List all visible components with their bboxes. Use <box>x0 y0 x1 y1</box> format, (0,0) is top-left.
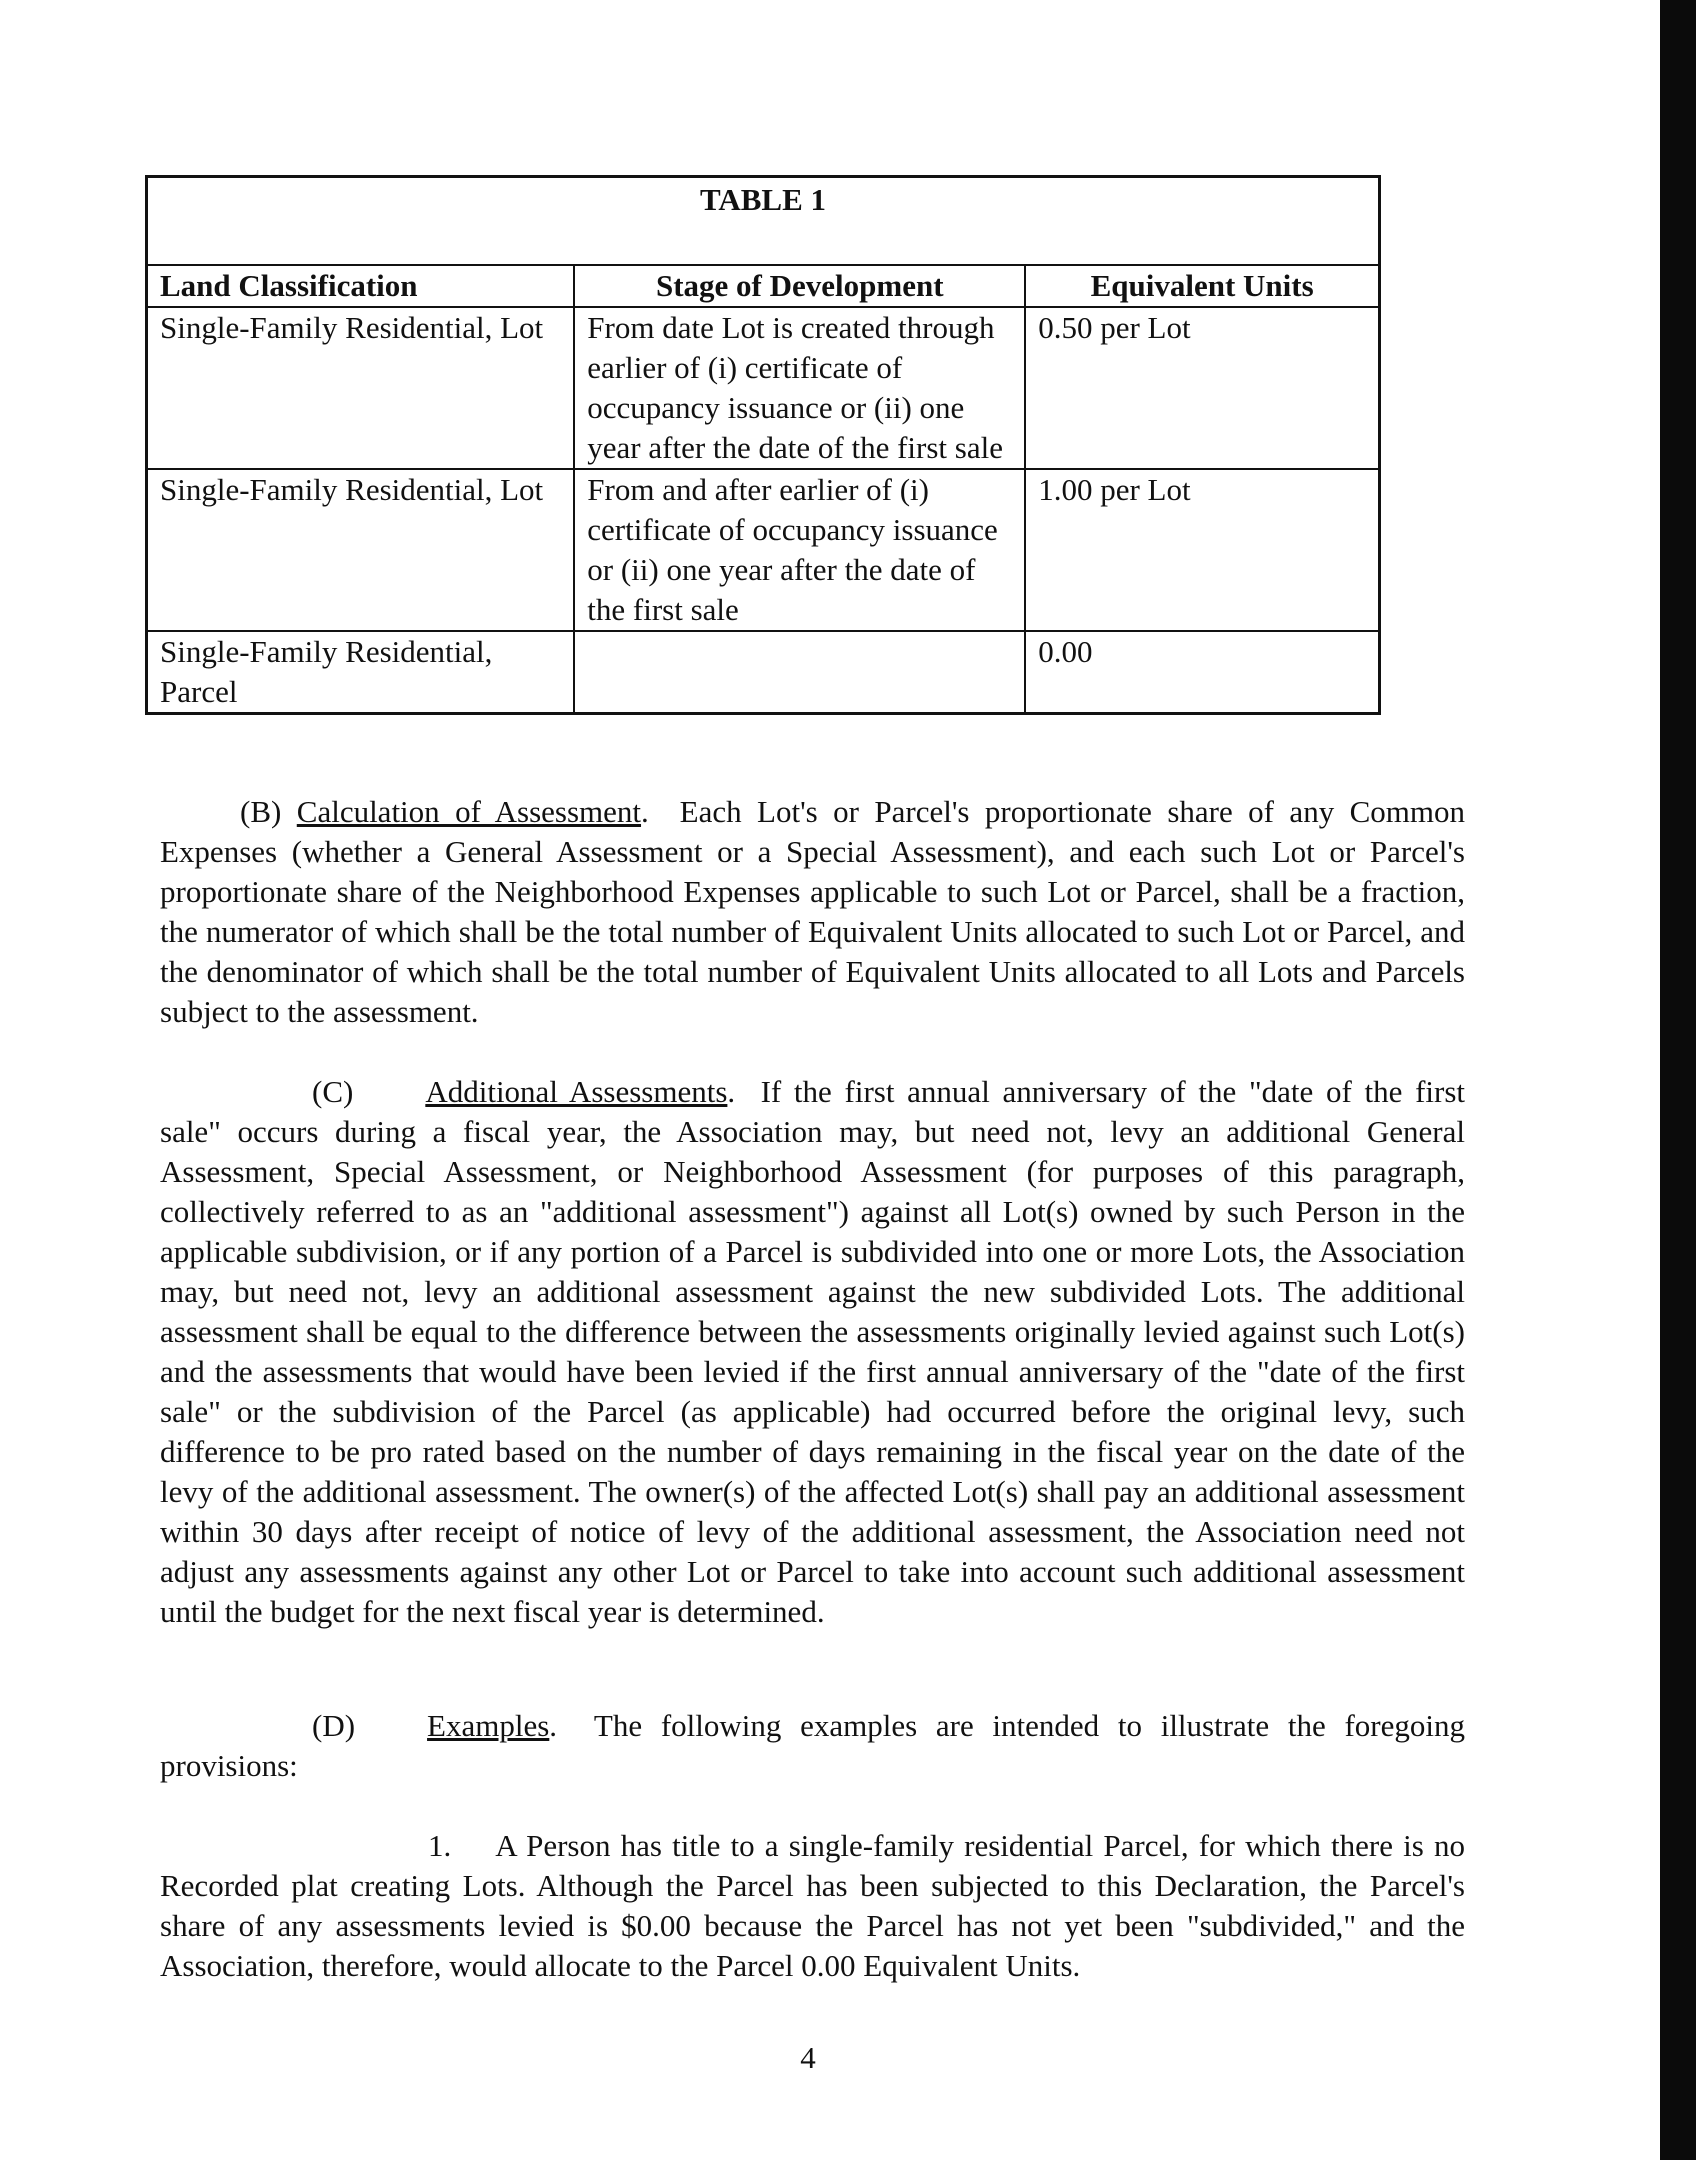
example-1-paragraph <box>160 1826 1465 1986</box>
table-title: TABLE 1 <box>147 177 1380 266</box>
example-1-body: A Person has title to a single-family residential Parcel, for which there is no Recorded plat creating Lots. Although the Parcel has been subjected to this Declaration, the Parcel's share of any assessments levied is $0.00 because the Parcel has not yet been "subdivided," and the Association, therefore, would allocate to the Parcel 0.00 Equivalent Units. <box>160 1828 1465 1983</box>
equivalent-units-table <box>145 175 1381 715</box>
section-c-body: If the first annual anniversary of the "date of the first sale" occurs during a fiscal year, the Association may, but need not, levy an additional General Assessment, Special Assessment, or Neighborhood Assessment (for purposes of this paragraph, collectively referred to as an "additional assessment") against all Lot(s) owned by such Person in the applicable subdivision, or if any portion of a Parcel is subdivided into one or more Lots, the Association may, but need not, levy an additional assessment against the new subdivided Lots. The additional assessment shall be equal to the difference between the assessments originally levied against such Lot(s) and the assessments that would have been levied if the first annual anniversary of the "date of the first sale" or the subdivision of the Parcel (as applicable) had occurred before the original levy, such difference to be pro rated based on the number of days remaining in the fiscal year on the date of the levy of the additional assessment. The owner(s) of the affected Lot(s) shall pay an additional assessment within 30 days after receipt of notice of levy of the additional assessment, the Association need not adjust any assessments against any other Lot or Parcel to take into account such additional assessment until the budget for the next fiscal year is determined. <box>160 1074 1466 1629</box>
section-d-paragraph: (D) Examples. The following examples are intended to illustrate the foregoing provisions: <box>160 1708 1465 1783</box>
section-b-paragraph: (B) Calculation of Assessment. Each Lot's or Parcel's proportionate share of any Common Expenses (whether a General Assessment or a Special Assessment), and each such Lot or Parcel's proportionate share of the Neighborhood Expenses applicable to such Lot or Parcel, shall be a fraction, the numerator of which shall be the total number of Equivalent Units allocated to such Lot or Parcel, and the denominator of which shall be the total number of Equivalent Units allocated to all Lots and Parcels subject to the assessment. <box>160 794 1466 1029</box>
section-b-body: Each Lot's or Parcel's proportionate share of any Common Expenses (whether a General Assessment or a Special Assessment), and each such Lot or Parcel's proportionate share of the Neighborhood Expenses applicable to such Lot or Parcel, shall be a fraction, the numerator of which shall be the total number of Equivalent Units allocated to such Lot or Parcel, and the denominator of which shall be the total number of Equivalent Units allocated to all Lots and Parcels subject to the assessment. <box>160 794 1466 1029</box>
section-c-paragraph: (C) Additional Assessments. If the first annual anniversary of the "date of the first sale" occurs during a fiscal year, the Association may, but need not, levy an additional General Assessment, Special Assessment, or Neighborhood Assessment (for purposes of this paragraph, collectively referred to as an "additional assessment") against all Lot(s) owned by such Person in the applicable subdivision, or if any portion of a Parcel is subdivided into one or more Lots, the Association may, but need not, levy an additional assessment against the new subdivided Lots. The additional assessment shall be equal to the difference between the assessments originally levied against such Lot(s) and the assessments that would have been levied if the first annual anniversary of the "date of the first sale" or the subdivision of the Parcel (as applicable) had occurred before the original levy, such difference to be pro rated based on the number of days remaining in the fiscal year on the date of the levy of the additional assessment. The owner(s) of the affected Lot(s) shall pay an additional assessment within 30 days after receipt of notice of levy of the additional assessment, the Association need not adjust any assessments against any other Lot or Parcel to take into account such additional assessment until the budget for the next fiscal year is determined. <box>160 1074 1466 1629</box>
cell-land-classification: Single-Family Residential, Parcel <box>147 631 575 714</box>
table-row <box>147 307 1380 469</box>
column-header-land-classification: Land Classification <box>147 265 575 307</box>
cell-land-classification: Single-Family Residential, Lot <box>147 469 575 631</box>
section-c-heading: Additional Assessments <box>425 1074 728 1109</box>
scan-edge-border <box>1660 0 1696 2160</box>
section-d-body: The following examples are intended to illustrate the foregoing provisions: <box>160 1708 1465 1783</box>
cell-stage-of-development: From date Lot is created through earlier of (i) certificate of occupancy issuance or (ii) one year after the date of the first sale <box>574 307 1025 469</box>
section-c-marker: (C) <box>312 1074 354 1109</box>
column-header-equivalent-units: Equivalent Units <box>1025 265 1379 307</box>
example-1-number: 1. <box>428 1828 452 1863</box>
cell-stage-of-development <box>574 631 1025 714</box>
column-header-stage-of-development: Stage of Development <box>574 265 1025 307</box>
section-d-heading: Examples <box>427 1708 550 1743</box>
cell-stage-of-development: From and after earlier of (i) certificate of occupancy issuance or (ii) one year after the date of the first sale <box>574 469 1025 631</box>
cell-equivalent-units: 1.00 per Lot <box>1025 469 1379 631</box>
table-row <box>147 631 1380 714</box>
page-number: 4 <box>800 2040 816 2075</box>
section-b-heading: Calculation of Assessment <box>296 794 642 829</box>
cell-equivalent-units: 0.00 <box>1025 631 1379 714</box>
section-d-marker: (D) <box>312 1708 356 1743</box>
cell-land-classification: Single-Family Residential, Lot <box>147 307 575 469</box>
table-row <box>147 469 1380 631</box>
cell-equivalent-units: 0.50 per Lot <box>1025 307 1379 469</box>
section-b-marker: (B) <box>240 794 282 829</box>
